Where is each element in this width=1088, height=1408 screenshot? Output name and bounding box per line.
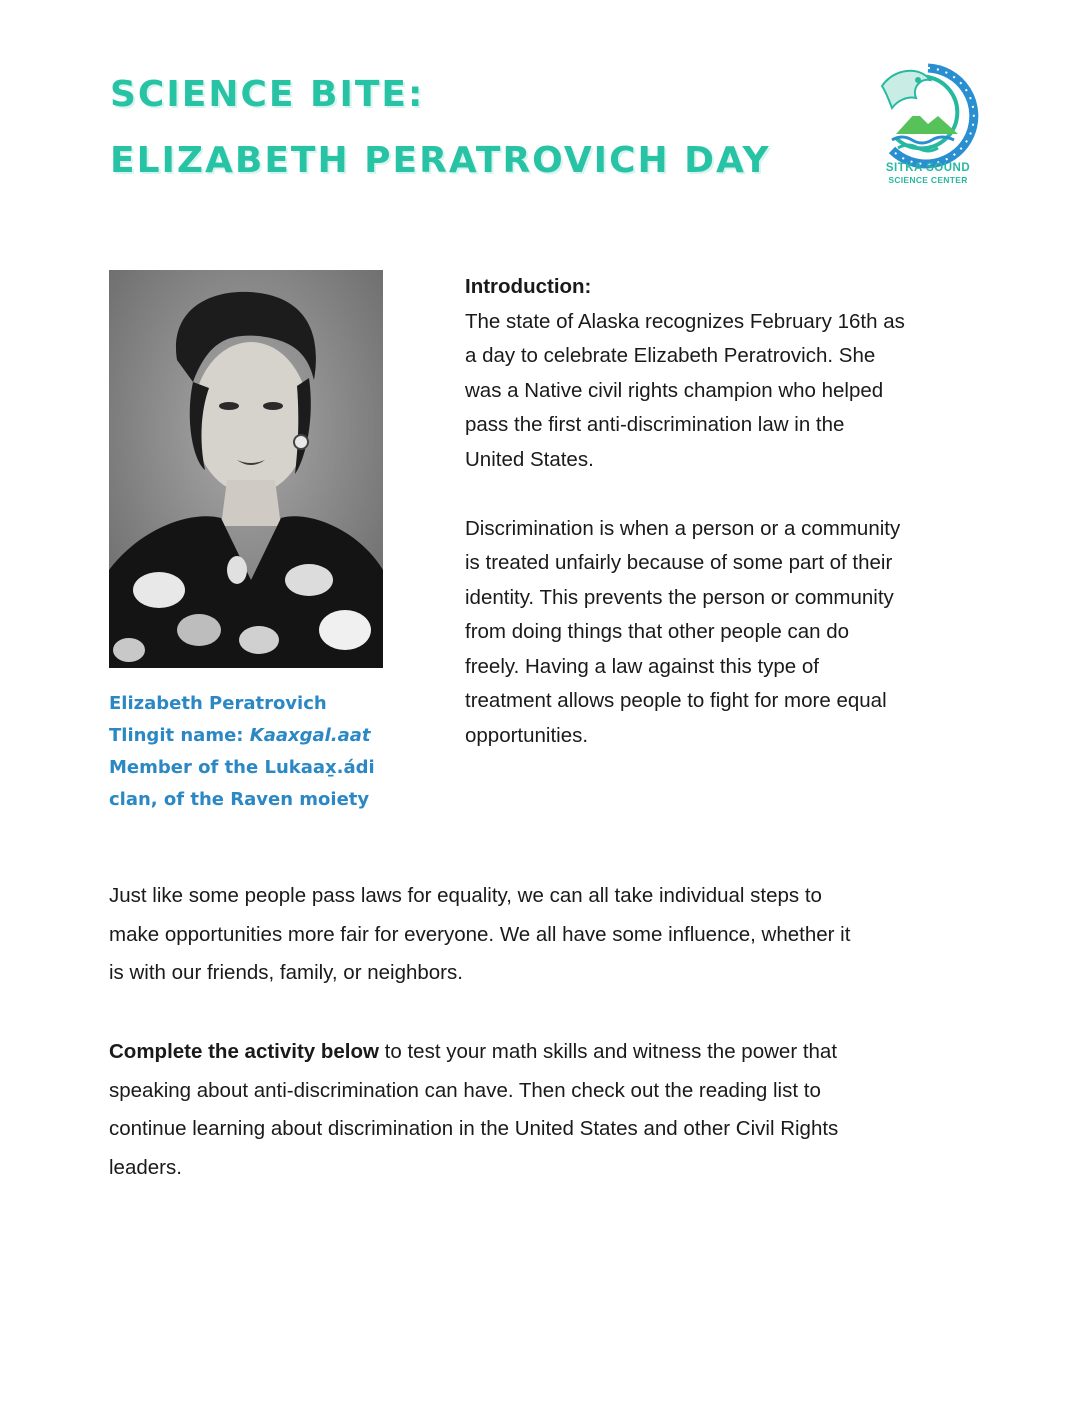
intro-heading: Introduction: xyxy=(465,275,592,298)
caption-tlingit xyxy=(109,720,409,752)
intro-p2-line: Discrimination is when a person or a community xyxy=(465,516,901,540)
logo-text-line1: SITKA SOUND xyxy=(885,162,971,174)
body-p1-line: make opportunities more fair for everyone. We all have some influence, whether it xyxy=(109,922,851,946)
activity-paragraph xyxy=(109,1033,989,1187)
intro-p1-line: The state of Alaska recognizes February 16th as xyxy=(465,309,905,333)
intro-p1-line: a day to celebrate Elizabeth Peratrovich. She xyxy=(465,344,876,367)
intro-p1-line: was a Native civil rights champion who helped xyxy=(465,378,884,402)
activity-callout: Complete the activity below xyxy=(109,1040,379,1063)
intro-p1-line: pass the first anti-discrimination law in the xyxy=(465,413,845,436)
body-p2-line xyxy=(109,1033,989,1072)
body-p2-line: continue learning about discrimination in the United States and other Civil Rights xyxy=(109,1117,839,1140)
intro-p2-line: freely. Having a law against this type of xyxy=(465,654,819,678)
activity-callout-rest: to test your math skills and witness the power that xyxy=(378,1040,838,1063)
intro-p2-line: identity. This prevents the person or community xyxy=(465,585,894,609)
body-p1-line: is with our friends, family, or neighbors. xyxy=(109,961,463,984)
caption-tlingit-prefix: Tlingit name: xyxy=(109,725,250,746)
body-p2-line: leaders. xyxy=(109,1155,182,1179)
caption-member: Member of the Lukaax̱.ádi xyxy=(109,757,375,778)
sitka-sound-science-center-logo xyxy=(872,62,984,186)
photo-caption xyxy=(109,688,409,816)
portrait-photo xyxy=(109,270,383,668)
caption-clan: clan, of the Raven moiety xyxy=(109,789,370,810)
body-p2-line: speaking about anti-discrimination can have. Then check out the reading list to xyxy=(109,1078,821,1102)
intro-p2-line: opportunities. xyxy=(465,723,589,747)
intro-p1-line: United States. xyxy=(465,447,594,471)
page-title-line2: ELIZABETH PERATROVICH DAY xyxy=(110,140,771,181)
intro-p2-line: is treated unfairly because of some part of their xyxy=(465,551,893,574)
caption-tlingit-name: Kaaxgal.aat xyxy=(249,725,371,746)
body-p1-line: Just like some people pass laws for equality, we can all take individual steps to xyxy=(109,884,822,907)
introduction-section xyxy=(465,270,985,753)
page-title-line1: SCIENCE BITE: xyxy=(110,74,425,115)
intro-p2-line: treatment allows people to fight for more equal xyxy=(465,689,887,712)
logo-text-line2: SCIENCE CENTER xyxy=(888,175,968,185)
caption-name: Elizabeth Peratrovich xyxy=(109,693,327,714)
intro-p2-line: from doing things that other people can do xyxy=(465,620,850,643)
equality-paragraph xyxy=(109,877,989,993)
